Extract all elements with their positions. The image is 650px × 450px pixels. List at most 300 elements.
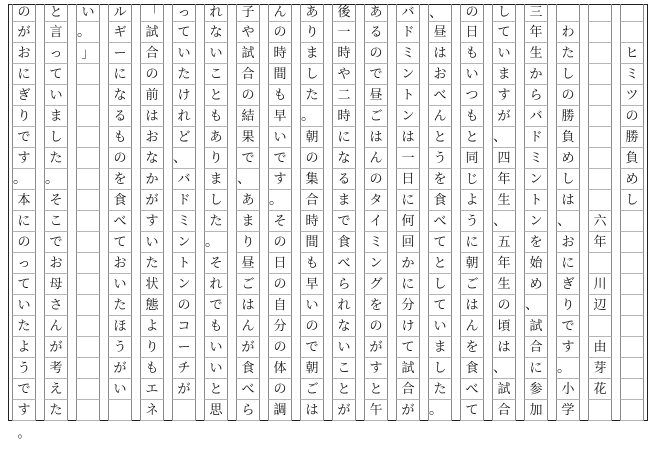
grid-cell: し bbox=[620, 190, 644, 211]
grid-cell: は bbox=[300, 400, 324, 421]
grid-cell: ツ bbox=[620, 85, 644, 106]
grid-cell bbox=[588, 22, 612, 43]
grid-cell: 試 bbox=[492, 379, 516, 400]
grid-cell: の bbox=[172, 295, 196, 316]
grid-cell: ネ bbox=[140, 400, 164, 421]
grid-cell: あ bbox=[300, 4, 324, 22]
grid-cell: エ bbox=[140, 379, 164, 400]
grid-cell: 態 bbox=[140, 295, 164, 316]
grid-cell bbox=[76, 127, 100, 148]
grid-cell: ー bbox=[108, 43, 132, 64]
grid-cell: の bbox=[620, 106, 644, 127]
punctuation-mark: 。 bbox=[269, 192, 283, 208]
grid-cell: チ bbox=[172, 358, 196, 379]
grid-cell: し bbox=[556, 169, 580, 190]
grid-cell: ン bbox=[396, 64, 420, 85]
punctuation-mark: 。 bbox=[77, 24, 91, 40]
grid-cell: こ bbox=[332, 358, 356, 379]
grid-cell: も bbox=[460, 43, 484, 64]
grid-cell: ド bbox=[524, 127, 548, 148]
grid-cell: お bbox=[108, 253, 132, 274]
grid-cell: べ bbox=[428, 85, 452, 106]
grid-cell: り bbox=[300, 22, 324, 43]
grid-cell: ま bbox=[428, 337, 452, 358]
grid-cell: 由 bbox=[588, 337, 612, 358]
grid-cell: て bbox=[108, 232, 132, 253]
punctuation-mark: 、 bbox=[525, 297, 539, 313]
grid-cell: た bbox=[204, 211, 228, 232]
grid-cell: う bbox=[108, 337, 132, 358]
punctuation-mark: 、 bbox=[557, 213, 571, 229]
grid-cell: や bbox=[332, 64, 356, 85]
grid-cell bbox=[620, 379, 644, 400]
grid-cell: 加 bbox=[524, 400, 548, 421]
grid-cell bbox=[524, 295, 548, 316]
grid-cell: 後 bbox=[332, 4, 356, 22]
grid-cell: い bbox=[140, 232, 164, 253]
grid-cell: ら bbox=[236, 400, 260, 421]
grid-cell bbox=[556, 4, 580, 22]
grid-cell: は bbox=[396, 127, 420, 148]
grid-cell: 分 bbox=[268, 316, 292, 337]
grid-cell: た bbox=[556, 43, 580, 64]
grid-cell: ト bbox=[524, 190, 548, 211]
grid-cell: を bbox=[108, 169, 132, 190]
grid-cell: よ bbox=[460, 190, 484, 211]
grid-cell bbox=[588, 169, 612, 190]
grid-cell: 食 bbox=[236, 358, 260, 379]
grid-cell: れ bbox=[332, 295, 356, 316]
grid-cell: 年 bbox=[588, 232, 612, 253]
grid-cell: を bbox=[364, 295, 388, 316]
grid-cell: り bbox=[556, 295, 580, 316]
grid-cell bbox=[620, 211, 644, 232]
grid-cell: の bbox=[236, 85, 260, 106]
grid-cell: う bbox=[428, 148, 452, 169]
grid-cell: ご bbox=[364, 106, 388, 127]
grid-cell: い bbox=[204, 337, 228, 358]
grid-cell bbox=[588, 400, 612, 421]
grid-cell: 年 bbox=[492, 169, 516, 190]
grid-cell: ト bbox=[396, 85, 420, 106]
grid-cell bbox=[76, 232, 100, 253]
grid-cell: 間 bbox=[268, 64, 292, 85]
grid-cell: も bbox=[460, 106, 484, 127]
grid-cell: そ bbox=[268, 211, 292, 232]
grid-cell: な bbox=[108, 85, 132, 106]
grid-cell: バ bbox=[172, 169, 196, 190]
grid-cell bbox=[588, 43, 612, 64]
grid-cell: か bbox=[396, 253, 420, 274]
grid-cell: 川 bbox=[588, 274, 612, 295]
grid-cell: が bbox=[12, 22, 36, 43]
grid-cell bbox=[620, 316, 644, 337]
grid-cell: た bbox=[428, 379, 452, 400]
grid-cell bbox=[76, 253, 100, 274]
grid-cell: す bbox=[12, 148, 36, 169]
grid-cell: 果 bbox=[236, 127, 260, 148]
grid-cell: 状 bbox=[140, 274, 164, 295]
punctuation-mark: 。 bbox=[13, 171, 27, 187]
grid-cell bbox=[76, 148, 100, 169]
grid-cell: 二 bbox=[332, 85, 356, 106]
grid-cell: に bbox=[556, 253, 580, 274]
grid-cell: で bbox=[12, 127, 36, 148]
grid-cell: ミ bbox=[364, 232, 388, 253]
grid-cell: が bbox=[108, 358, 132, 379]
grid-cell: れ bbox=[204, 274, 228, 295]
grid-cell: と bbox=[460, 127, 484, 148]
grid-cell: こ bbox=[44, 211, 68, 232]
grid-cell: 芽 bbox=[588, 358, 612, 379]
grid-cell: も bbox=[204, 316, 228, 337]
grid-cell: の bbox=[460, 4, 484, 22]
grid-cell: 」 bbox=[76, 43, 100, 64]
grid-cell: 本 bbox=[12, 190, 36, 211]
punctuation-mark: 。 bbox=[557, 360, 571, 376]
grid-cell: ん bbox=[268, 4, 292, 22]
grid-cell: ミ bbox=[396, 43, 420, 64]
grid-cell: ま bbox=[44, 106, 68, 127]
grid-cell: と bbox=[332, 379, 356, 400]
grid-cell: べ bbox=[460, 379, 484, 400]
grid-cell: バ bbox=[524, 106, 548, 127]
grid-cell: 集 bbox=[300, 169, 324, 190]
grid-cell: の bbox=[140, 64, 164, 85]
grid-cell: で bbox=[44, 232, 68, 253]
grid-cell: 負 bbox=[556, 127, 580, 148]
grid-cell: さ bbox=[44, 295, 68, 316]
grid-cell: 自 bbox=[268, 295, 292, 316]
grid-cell bbox=[76, 85, 100, 106]
grid-cell: け bbox=[396, 316, 420, 337]
grid-cell: で bbox=[236, 148, 260, 169]
grid-cell: は bbox=[428, 43, 452, 64]
grid-cell: 五 bbox=[492, 232, 516, 253]
grid-cell: グ bbox=[364, 274, 388, 295]
grid-cell bbox=[76, 358, 100, 379]
grid-cell: い bbox=[108, 379, 132, 400]
grid-cell: す bbox=[140, 211, 164, 232]
grid-cell bbox=[76, 379, 100, 400]
grid-cell: ル bbox=[108, 4, 132, 22]
grid-cell: を bbox=[428, 169, 452, 190]
grid-cell: 「 bbox=[140, 4, 164, 22]
grid-cell: た bbox=[172, 64, 196, 85]
punctuation-mark: 。 bbox=[429, 402, 443, 418]
grid-cell: 小 bbox=[556, 379, 580, 400]
grid-cell: で bbox=[364, 64, 388, 85]
punctuation-mark: 、 bbox=[493, 129, 507, 145]
grid-cell: ト bbox=[172, 253, 196, 274]
grid-cell: 勝 bbox=[556, 106, 580, 127]
grid-cell: 朝 bbox=[460, 253, 484, 274]
grid-cell: い bbox=[76, 4, 100, 22]
grid-cell: 合 bbox=[524, 337, 548, 358]
grid-cell bbox=[492, 127, 516, 148]
grid-cell: や bbox=[236, 22, 260, 43]
grid-cell: た bbox=[108, 295, 132, 316]
punctuation-mark: 。 bbox=[301, 108, 315, 124]
grid-cell bbox=[76, 106, 100, 127]
grid-cell: 間 bbox=[300, 232, 324, 253]
grid-cell: 子 bbox=[236, 4, 260, 22]
grid-cell: ミ bbox=[620, 64, 644, 85]
grid-cell: ぎ bbox=[12, 85, 36, 106]
grid-cell: も bbox=[300, 253, 324, 274]
grid-cell: 食 bbox=[108, 190, 132, 211]
grid-cell: な bbox=[332, 316, 356, 337]
grid-cell: 何 bbox=[396, 211, 420, 232]
grid-cell: 母 bbox=[44, 274, 68, 295]
grid-cell: に bbox=[108, 64, 132, 85]
grid-cell bbox=[76, 211, 100, 232]
grid-cell bbox=[268, 190, 292, 211]
grid-cell: 試 bbox=[140, 22, 164, 43]
grid-cell: っ bbox=[172, 4, 196, 22]
grid-cell: め bbox=[524, 274, 548, 295]
grid-cell: ご bbox=[300, 379, 324, 400]
punctuation-mark: 。 bbox=[45, 171, 59, 187]
grid-cell: ほ bbox=[108, 316, 132, 337]
grid-cell: 年 bbox=[492, 253, 516, 274]
grid-cell bbox=[620, 253, 644, 274]
grid-cell bbox=[588, 4, 612, 22]
grid-cell bbox=[620, 400, 644, 421]
grid-cell bbox=[44, 169, 68, 190]
grid-cell: ン bbox=[524, 169, 548, 190]
grid-cell: は bbox=[236, 295, 260, 316]
grid-cell: す bbox=[556, 337, 580, 358]
grid-cell: な bbox=[332, 148, 356, 169]
grid-cell: 試 bbox=[236, 43, 260, 64]
grid-cell: の bbox=[364, 169, 388, 190]
grid-cell: イ bbox=[364, 211, 388, 232]
grid-cell: い bbox=[300, 295, 324, 316]
grid-cell: っ bbox=[44, 43, 68, 64]
grid-cell: 花 bbox=[588, 379, 612, 400]
grid-cell: が bbox=[396, 400, 420, 421]
grid-cell: そ bbox=[204, 253, 228, 274]
grid-cell bbox=[76, 337, 100, 358]
grid-cell: コ bbox=[172, 316, 196, 337]
grid-cell: 同 bbox=[460, 148, 484, 169]
grid-cell: が bbox=[364, 337, 388, 358]
grid-cell: は bbox=[364, 127, 388, 148]
grid-cell: か bbox=[140, 169, 164, 190]
grid-cell: 昼 bbox=[236, 253, 260, 274]
punctuation-mark: 。 bbox=[205, 234, 219, 250]
grid-cell: て bbox=[428, 295, 452, 316]
grid-cell: る bbox=[108, 106, 132, 127]
grid-cell: 昼 bbox=[364, 85, 388, 106]
grid-cell: て bbox=[428, 232, 452, 253]
grid-cell: で bbox=[268, 148, 292, 169]
grid-cell: 言 bbox=[44, 22, 68, 43]
grid-cell: ま bbox=[204, 169, 228, 190]
grid-cell: よ bbox=[12, 337, 36, 358]
grid-cell: 食 bbox=[332, 232, 356, 253]
grid-cell: べ bbox=[332, 253, 356, 274]
grid-cell: 辺 bbox=[588, 295, 612, 316]
grid-cell: か bbox=[524, 64, 548, 85]
grid-cell: が bbox=[332, 400, 356, 421]
grid-cell bbox=[588, 148, 612, 169]
grid-cell: を bbox=[460, 337, 484, 358]
grid-cell: ド bbox=[396, 22, 420, 43]
grid-cell: す bbox=[492, 85, 516, 106]
grid-cell bbox=[588, 106, 612, 127]
grid-cell bbox=[76, 295, 100, 316]
grid-cell bbox=[620, 274, 644, 295]
grid-cell: に bbox=[12, 211, 36, 232]
grid-cell: 日 bbox=[396, 169, 420, 190]
grid-cell bbox=[492, 211, 516, 232]
grid-cell: 生 bbox=[492, 274, 516, 295]
grid-cell: ん bbox=[364, 148, 388, 169]
grid-cell: 結 bbox=[236, 106, 260, 127]
grid-cell: が bbox=[492, 106, 516, 127]
grid-cell: め bbox=[620, 169, 644, 190]
grid-cell: お bbox=[556, 232, 580, 253]
grid-cell: 合 bbox=[140, 43, 164, 64]
grid-cell: よ bbox=[140, 316, 164, 337]
grid-cell bbox=[12, 169, 36, 190]
grid-cell: 試 bbox=[396, 358, 420, 379]
grid-cell: ン bbox=[396, 106, 420, 127]
punctuation-mark: 、 bbox=[493, 213, 507, 229]
grid-cell: べ bbox=[108, 211, 132, 232]
grid-cell: す bbox=[364, 358, 388, 379]
grid-cell: と bbox=[44, 4, 68, 22]
punctuation-mark: 、 bbox=[493, 360, 507, 376]
grid-cell: し bbox=[492, 4, 516, 22]
grid-cell: た bbox=[44, 400, 68, 421]
grid-cell: り bbox=[140, 337, 164, 358]
grid-cell bbox=[620, 295, 644, 316]
grid-cell: て bbox=[460, 400, 484, 421]
punctuation-mark: 、 bbox=[429, 5, 443, 21]
grid-cell: は bbox=[492, 337, 516, 358]
grid-cell: の bbox=[108, 148, 132, 169]
grid-cell: 分 bbox=[396, 295, 420, 316]
grid-cell bbox=[620, 358, 644, 379]
grid-cell bbox=[556, 211, 580, 232]
grid-cell: と bbox=[204, 85, 228, 106]
grid-cell: ご bbox=[460, 274, 484, 295]
grid-cell: 早 bbox=[300, 274, 324, 295]
grid-cell bbox=[76, 190, 100, 211]
grid-cell: ミ bbox=[524, 148, 548, 169]
grid-cell: も bbox=[108, 127, 132, 148]
grid-cell: 一 bbox=[332, 22, 356, 43]
grid-cell: い bbox=[204, 43, 228, 64]
grid-cell: ま bbox=[332, 190, 356, 211]
grid-cell: て bbox=[492, 22, 516, 43]
grid-cell: が bbox=[44, 337, 68, 358]
grid-cell: 時 bbox=[268, 43, 292, 64]
grid-cell bbox=[588, 64, 612, 85]
grid-cell: に bbox=[396, 274, 420, 295]
grid-cell: で bbox=[204, 295, 228, 316]
grid-cell: は bbox=[460, 295, 484, 316]
grid-cell: い bbox=[332, 337, 356, 358]
grid-cell bbox=[620, 4, 644, 22]
grid-cell: す bbox=[268, 169, 292, 190]
grid-cell bbox=[428, 4, 452, 22]
grid-cell: う bbox=[460, 211, 484, 232]
grid-cell: て bbox=[172, 22, 196, 43]
grid-cell: 頃 bbox=[492, 316, 516, 337]
grid-cell: は bbox=[140, 106, 164, 127]
grid-cell: 日 bbox=[268, 253, 292, 274]
grid-cell bbox=[172, 148, 196, 169]
grid-cell: と bbox=[428, 127, 452, 148]
grid-cell: 時 bbox=[332, 43, 356, 64]
grid-cell: に bbox=[524, 358, 548, 379]
grid-cell: た bbox=[300, 85, 324, 106]
grid-cell: が bbox=[172, 379, 196, 400]
grid-cell: ン bbox=[172, 232, 196, 253]
grid-cell bbox=[172, 400, 196, 421]
grid-cell: 生 bbox=[524, 43, 548, 64]
grid-cell: い bbox=[12, 295, 36, 316]
grid-cell: し bbox=[44, 127, 68, 148]
grid-cell: と bbox=[364, 379, 388, 400]
grid-cell: お bbox=[140, 127, 164, 148]
grid-cell: し bbox=[300, 64, 324, 85]
grid-cell: ん bbox=[460, 316, 484, 337]
grid-cell: 合 bbox=[300, 190, 324, 211]
grid-cell: 回 bbox=[396, 232, 420, 253]
grid-cell: あ bbox=[204, 127, 228, 148]
grid-cell: て bbox=[396, 337, 420, 358]
grid-cell bbox=[588, 127, 612, 148]
grid-cell: 時 bbox=[300, 211, 324, 232]
grid-cell: の bbox=[300, 316, 324, 337]
grid-cell bbox=[556, 358, 580, 379]
grid-cell: し bbox=[204, 190, 228, 211]
grid-cell: の bbox=[300, 148, 324, 169]
grid-cell: 前 bbox=[140, 85, 164, 106]
grid-cell: し bbox=[556, 64, 580, 85]
grid-cell: ま bbox=[300, 43, 324, 64]
grid-cell: 参 bbox=[524, 379, 548, 400]
grid-cell: 六 bbox=[588, 211, 612, 232]
grid-cell: り bbox=[12, 106, 36, 127]
grid-cell: を bbox=[524, 232, 548, 253]
grid-cell: 勝 bbox=[620, 127, 644, 148]
grid-cell: け bbox=[172, 85, 196, 106]
grid-cell: 食 bbox=[460, 358, 484, 379]
grid-cell bbox=[588, 85, 612, 106]
grid-cell: ど bbox=[172, 127, 196, 148]
grid-cell: は bbox=[556, 190, 580, 211]
grid-cell: い bbox=[172, 43, 196, 64]
grid-cell: ご bbox=[236, 274, 260, 295]
grid-cell: り bbox=[236, 232, 260, 253]
grid-cell: い bbox=[428, 316, 452, 337]
grid-cell: お bbox=[44, 253, 68, 274]
grid-cell: バ bbox=[396, 4, 420, 22]
grid-cell: え bbox=[44, 379, 68, 400]
grid-cell: ん bbox=[428, 106, 452, 127]
grid-cell: 午 bbox=[364, 400, 388, 421]
grid-cell: て bbox=[44, 64, 68, 85]
grid-cell: の bbox=[268, 232, 292, 253]
grid-cell: た bbox=[140, 253, 164, 274]
grid-cell bbox=[620, 337, 644, 358]
